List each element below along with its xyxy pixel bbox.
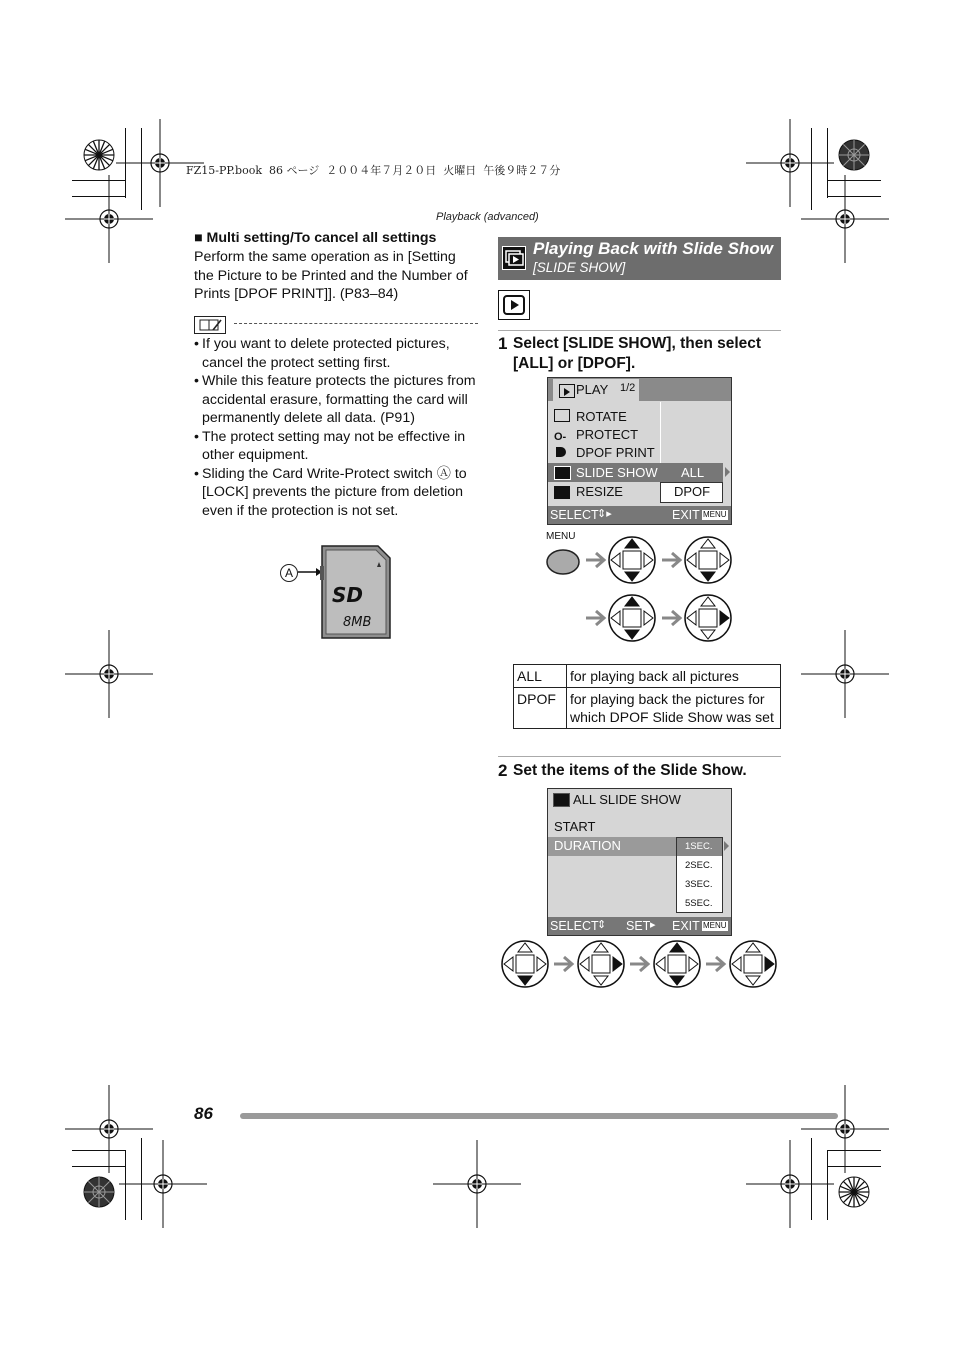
resize-icon xyxy=(554,486,570,499)
slide-title-icon xyxy=(553,793,570,807)
set-arrow-icon: ▸ xyxy=(650,919,656,931)
menu-item-resize[interactable]: RESIZE xyxy=(576,484,623,499)
duration-option-3[interactable]: 3SEC. xyxy=(685,879,713,890)
option-all[interactable]: ALL xyxy=(681,465,705,480)
sd-card-illustration xyxy=(296,544,396,642)
menu-page: 1/2 xyxy=(620,382,636,394)
menu-footer xyxy=(548,506,731,524)
step1 xyxy=(498,334,782,374)
footer-exit: EXIT xyxy=(672,508,700,522)
section-subtitle: [SLIDE SHOW] xyxy=(533,260,626,275)
mode-table xyxy=(513,664,781,729)
protect-key-icon: O‑ xyxy=(554,431,567,443)
select-arrows-icon: ⇕ xyxy=(597,919,607,931)
menu-item-slide-show[interactable]: SLIDE SHOW xyxy=(576,465,658,480)
callout-a: A xyxy=(280,564,298,582)
footer-rule xyxy=(240,1113,838,1119)
step-divider xyxy=(498,756,781,757)
page-number: 86 xyxy=(194,1104,213,1123)
left-heading: ■ Multi setting/To cancel all settings xyxy=(194,230,437,246)
footer-select: SELECT xyxy=(550,919,599,933)
menu-item-start[interactable]: START xyxy=(554,819,596,834)
option-dpof[interactable]: DPOF xyxy=(674,484,711,499)
menu-title: PLAY xyxy=(576,382,609,397)
file-header-line: FZ15-PP.book 86 ページ ２００４年７月２０日 火曜日 午後９時２７分 xyxy=(186,164,561,177)
duration-option-1[interactable]: 1SEC. xyxy=(685,841,713,852)
menu-button-label: MENU xyxy=(546,531,576,542)
step2 xyxy=(498,761,782,781)
note-icon xyxy=(194,316,226,334)
section-label: Playback (advanced) xyxy=(436,211,539,223)
play-menu-screen xyxy=(547,377,732,525)
table-row xyxy=(514,688,781,729)
footer-set: SET xyxy=(626,919,651,933)
step1-text: Select [SLIDE SHOW], then select [ALL] or [DPOF]. xyxy=(513,335,762,372)
rotate-icon xyxy=(554,409,570,422)
table-row xyxy=(514,665,781,688)
note-item: • If you want to delete protected pictures, cancel the protect setting first. xyxy=(194,335,478,372)
step2-number: 2 xyxy=(498,761,508,780)
duration-option-4[interactable]: 5SEC. xyxy=(685,898,713,909)
step-divider xyxy=(498,330,781,331)
menu-badge: MENU xyxy=(703,921,727,930)
note-item: • The protect setting may not be effective in other equipment. xyxy=(194,428,478,465)
select-arrows-icon: ⇕▸ xyxy=(597,508,612,520)
table-value: for playing back all pictures xyxy=(567,665,781,688)
option-arrow-icon xyxy=(724,467,731,477)
footer-exit: EXIT xyxy=(672,919,700,933)
note-divider xyxy=(234,323,478,324)
section-title-band xyxy=(498,237,781,280)
menu-item-dpof-print[interactable]: DPOF PRINT xyxy=(576,445,655,460)
slideshow-title-icon xyxy=(502,246,526,270)
note-item: • While this feature protects the pictures from accidental erasure, formatting the card will permanently delete all data. (P91) xyxy=(194,372,478,428)
duration-arrow-icon xyxy=(723,841,730,851)
slide-show-icon xyxy=(554,466,571,480)
table-value: for playing back the pictures for which DPOF Slide Show was set xyxy=(567,688,781,729)
table-key: DPOF xyxy=(514,688,567,729)
dpof-print-icon xyxy=(556,447,566,457)
play-tab-icon xyxy=(559,384,575,398)
slide-menu-title: ALL SLIDE SHOW xyxy=(573,792,681,807)
svg-text:SD: SD xyxy=(332,583,364,607)
note-list xyxy=(194,335,478,520)
menu-badge: MENU xyxy=(703,510,727,519)
note-item: • Sliding the Card Write-Protect switch Ⓐ to [LOCK] prevents the picture from deletion even if the protection is not set. xyxy=(194,465,478,521)
left-paragraph: Perform the same operation as in [Setting the Picture to be Printed and the Number of Prints [DPOF PRINT]]. (P83–84) xyxy=(194,249,468,302)
card-capacity: 8MB xyxy=(343,615,372,630)
section-title: Playing Back with Slide Show xyxy=(533,239,773,258)
slide-show-settings-screen xyxy=(547,788,732,936)
duration-option-2[interactable]: 2SEC. xyxy=(685,860,713,871)
step1-number: 1 xyxy=(498,334,508,353)
playback-mode-icon xyxy=(498,290,530,320)
footer-select: SELECT xyxy=(550,508,599,522)
menu-item-protect[interactable]: PROTECT xyxy=(576,427,639,442)
menu-item-duration[interactable]: DURATION xyxy=(554,838,621,853)
menu-item-rotate[interactable]: ROTATE xyxy=(576,409,627,424)
table-key: ALL xyxy=(514,665,567,688)
slide-menu-footer xyxy=(548,917,731,935)
step2-text: Set the items of the Slide Show. xyxy=(513,762,747,779)
button-sequence-1 xyxy=(540,535,740,647)
button-sequence-2 xyxy=(498,938,782,992)
